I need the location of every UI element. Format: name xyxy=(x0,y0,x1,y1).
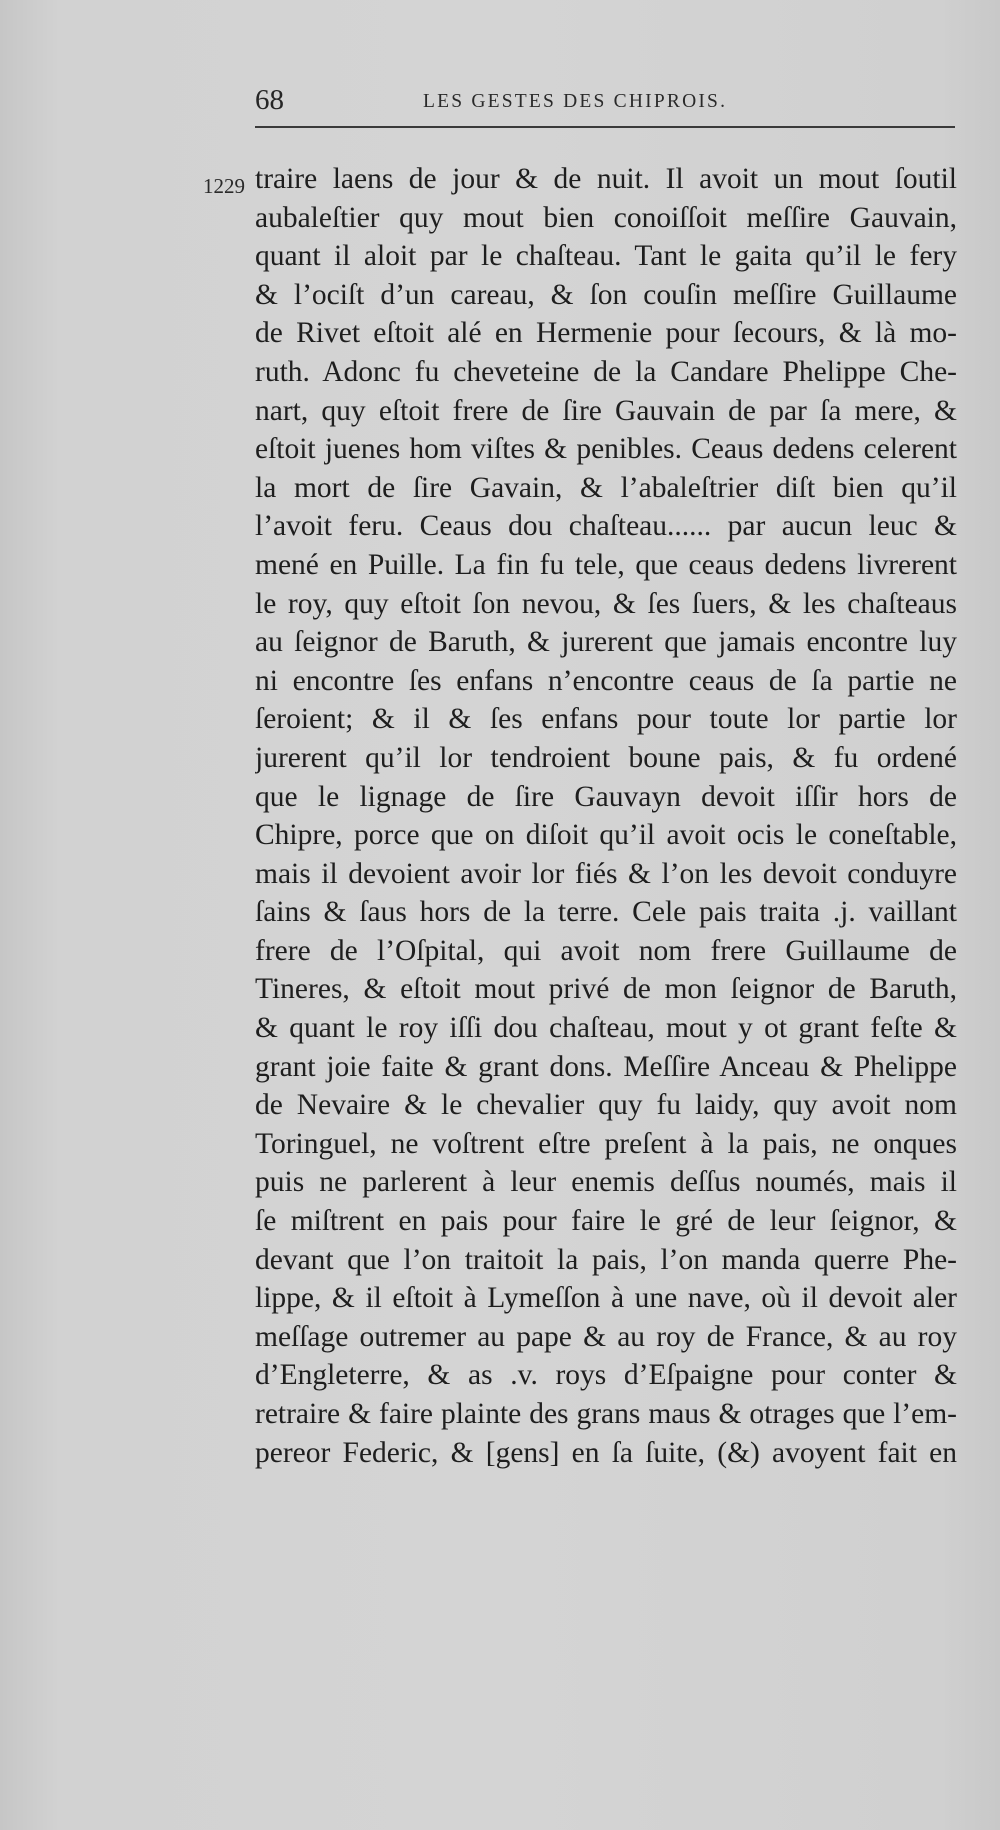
text-line: Tineres, & eſtoit mout privé de mon ſeignor de Baruth, xyxy=(255,973,957,1006)
text-line: ni encontre ſes enfans n’encontre ceaus de ſa partie ne xyxy=(255,664,957,697)
text-line: frere de l’Oſpital, qui avoit nom frere Guillaume de xyxy=(255,934,957,967)
text-line: devant que l’on traitoit la pais, l’on manda querre Phe- xyxy=(255,1243,957,1276)
text-line: d’Engleterre, & as .v. roys d’Eſpaigne pour conter & xyxy=(255,1359,957,1392)
text-line: eſtoit juenes hom viſtes & penibles. Ceaus dedens celerent xyxy=(255,433,957,466)
text-line: mais il devoient avoir lor fiés & l’on les devoit conduyre xyxy=(255,857,957,890)
text-line: nart, quy eſtoit frere de ſire Gauvain de par ſa mere, & xyxy=(255,394,957,427)
text-line: & quant le roy iſſi dou chaſteau, mout y ot grant feſte & xyxy=(255,1012,957,1045)
text-line: Chipre, porce que on diſoit qu’il avoit ocis le coneſtable, xyxy=(255,819,957,852)
text-line: que le lignage de ſire Gauvayn devoit iſſir hors de xyxy=(255,780,957,813)
page-number: 68 xyxy=(255,84,284,116)
text-line: l’avoit feru. Ceaus dou chaſteau...... par aucun leuc & xyxy=(255,510,957,543)
body-text xyxy=(255,160,957,1472)
text-line: ſeroient; & il & ſes enfans pour toute lor partie lor xyxy=(255,703,957,736)
margin-year-note: 1229 xyxy=(203,174,245,198)
text-line: retraire & faire plainte des grans maus & otrages que l’em- xyxy=(255,1398,957,1430)
text-line: Toringuel, ne voſtrent eſtre preſent à la pais, ne onques xyxy=(255,1127,957,1160)
text-line: jurerent qu’il lor tendroient boune pais, & fu ordené xyxy=(255,741,957,774)
text-line: traire laens de jour & de nuit. Il avoit un mout ſoutil xyxy=(255,163,957,195)
text-line: pereor Federic, & [gens] en ſa ſuite, (&) avoyent fait en xyxy=(255,1436,957,1469)
text-line: mené en Puille. La fin fu tele, que ceaus dedens livrerent xyxy=(255,548,957,581)
text-line: grant joie faite & grant dons. Meſſire Anceau & Phelippe xyxy=(255,1050,957,1083)
text-line: ſains & ſaus hors de la terre. Cele pais traita .j. vaillant xyxy=(255,896,957,929)
text-line: & l’ociſt d’un careau, & ſon couſin meſſire Guillaume xyxy=(255,278,957,311)
text-line: meſſage outremer au pape & au roy de France, & au roy xyxy=(255,1320,957,1353)
text-line: quant il aloit par le chaſteau. Tant le gaita qu’il le fery xyxy=(255,240,957,273)
text-line: la mort de ſire Gavain, & l’abaleſtrier diſt bien qu’il xyxy=(255,471,957,504)
text-line: aubaleſtier quy mout bien conoiſſoit meſſire Gauvain, xyxy=(255,201,957,234)
text-line: lippe, & il eſtoit à Lymeſſon à une nave, où il devoit aler xyxy=(255,1282,957,1315)
running-title: LES GESTES DES CHIPROIS. xyxy=(423,91,728,112)
text-line: de Rivet eſtoit alé en Hermenie pour ſecours, & là mo- xyxy=(255,317,957,350)
header-rule xyxy=(255,126,955,128)
text-line: puis ne parlerent à leur enemis deſſus noumés, mais il xyxy=(255,1166,957,1199)
text-line: ruth. Adonc fu cheveteine de la Candare Phelippe Che- xyxy=(255,355,957,388)
running-header xyxy=(255,80,955,120)
text-line: de Nevaire & le chevalier quy fu laidy, quy avoit nom xyxy=(255,1089,957,1122)
text-line: au ſeignor de Baruth, & jurerent que jamais encontre luy xyxy=(255,626,957,659)
text-line: ſe miſtrent en pais pour faire le gré de leur ſeignor, & xyxy=(255,1205,957,1238)
text-line: le roy, quy eſtoit ſon nevou, & ſes ſuers, & les chaſteaus xyxy=(255,587,957,620)
